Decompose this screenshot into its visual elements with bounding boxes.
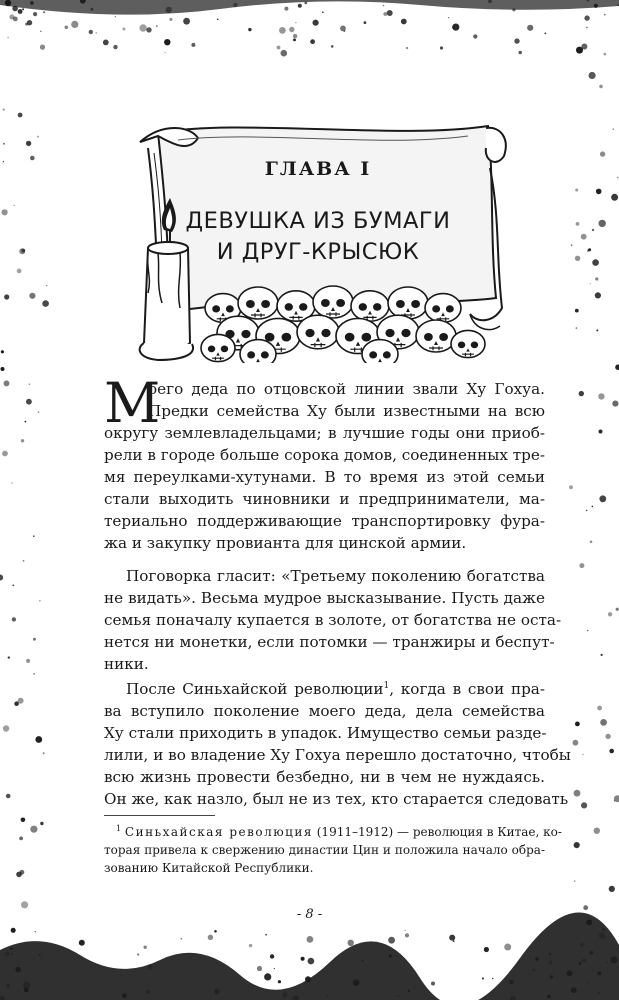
footnote-line: зованию Китайской Республики. xyxy=(104,861,314,875)
text-line: стали выходить чиновники и предприниматели, ма- xyxy=(104,490,545,508)
skulls-pile-icon xyxy=(201,286,485,363)
footnote-ref[interactable]: 1 xyxy=(383,680,390,691)
text-line: жа и закупку провианта для цинской армии. xyxy=(104,534,467,552)
footnote-text: (1911–1912) — революция в Китае, ко- xyxy=(312,825,562,839)
chapter-header xyxy=(118,108,518,363)
text-line: ва вступило поколение моего деда, дела семейства xyxy=(104,702,545,720)
chapter-number: ГЛАВА I xyxy=(264,158,372,180)
footnote-marker: 1 xyxy=(116,824,122,833)
text-line: оего деда по отцовской линии звали Ху Гохуа. xyxy=(148,380,545,398)
text-line: всю жизнь провести безбедно, ни в чем не нуждаясь. xyxy=(104,768,545,786)
text-line: округу землевладельцами; в лучшие годы они приоб- xyxy=(104,424,545,442)
text-line xyxy=(104,678,545,700)
footnote-term: Синьхайская революция xyxy=(124,825,313,839)
text-line: Предки семейства Ху были известными на всю xyxy=(148,402,545,420)
text-line: мя переулками-хутунами. В то время из этой семьи xyxy=(104,468,545,486)
text-line: нется ни монетки, если потомки — транжиры и беспут- xyxy=(104,633,555,651)
text-line: Поговорка гласит: «Третьему поколению богатства xyxy=(126,567,545,585)
text-line: лили, и во владение Ху Гохуа перешло достаточно, чтобы xyxy=(104,746,571,764)
text-run: После Синьхайской революции xyxy=(126,680,384,698)
footnote-line: торая привела к свержению династии Цин и положила начало обра- xyxy=(104,843,545,857)
text-line: териально поддерживающие транспортировку фура- xyxy=(104,512,545,530)
text-line: не видать». Весьма мудрое высказывание. Пусть даже xyxy=(104,589,545,607)
text-line: Ху стали приходить в упадок. Имущество семьи разде- xyxy=(104,724,547,742)
text-line: Он же, как назло, был не из тех, кто старается следовать xyxy=(104,790,569,808)
text-line: рели в городе больше сорока домов, соединенных тре- xyxy=(104,446,545,464)
chapter-title-line: И ДРУГ-КРЫСЮК xyxy=(216,239,420,265)
drop-cap: М xyxy=(104,371,161,435)
text-run: , когда в свои пра- xyxy=(389,680,545,698)
footnote-divider xyxy=(104,815,215,816)
text-line: ники. xyxy=(104,655,149,673)
page-number: - 8 - xyxy=(296,907,323,922)
chapter-title-line: ДЕВУШКА ИЗ БУМАГИ xyxy=(185,208,451,234)
footnote-line xyxy=(104,823,562,841)
text-line: семья поначалу купается в золоте, от богатства не оста- xyxy=(104,611,562,629)
chapter-title xyxy=(118,206,518,268)
